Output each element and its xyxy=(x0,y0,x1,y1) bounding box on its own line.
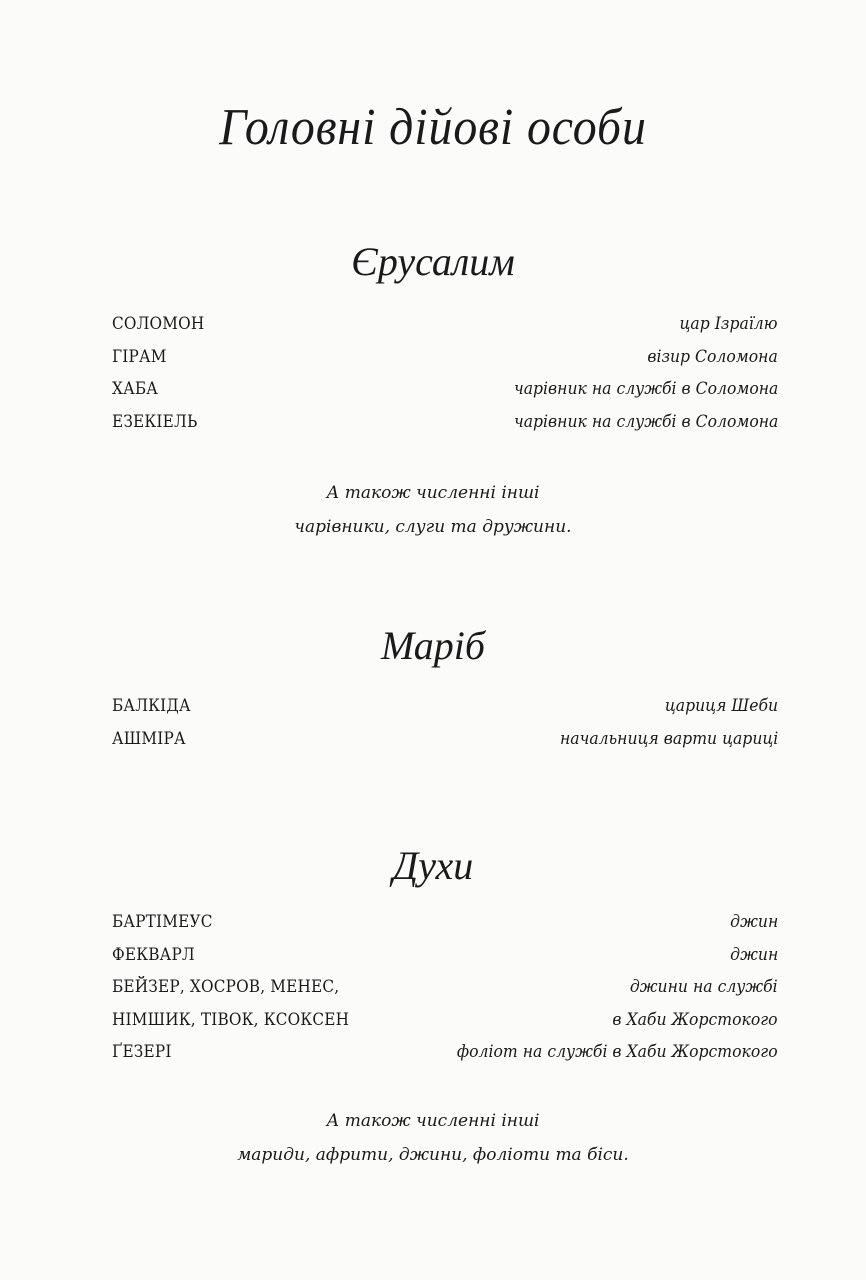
character-row xyxy=(112,945,778,978)
character-role: візир Соломона xyxy=(647,346,778,367)
character-row xyxy=(112,977,778,1010)
jerusalem-note xyxy=(0,476,866,544)
section-heading-spirits: Духи xyxy=(392,843,474,888)
jerusalem-character-list xyxy=(112,314,778,444)
character-row xyxy=(112,1010,778,1043)
character-name: ҐЕЗЕРІ xyxy=(112,1042,172,1062)
character-name: АШМІРА xyxy=(112,728,186,749)
character-role: джин xyxy=(729,912,778,932)
character-role: фоліот на службі в Хаби Жорстокого xyxy=(457,1042,778,1062)
character-name: БЕЙЗЕР, ХОСРОВ, МЕНЕС, xyxy=(112,977,340,997)
character-role: джин xyxy=(729,944,778,965)
character-row xyxy=(112,1042,778,1075)
character-row xyxy=(112,912,778,945)
character-name: ГІРАМ xyxy=(112,346,167,367)
character-name: ФЕКВАРЛ xyxy=(112,944,195,965)
character-role: чарівник на службі в Соломона xyxy=(513,379,778,399)
character-role: джини на службі xyxy=(630,977,778,997)
character-role: в Хаби Жорстокого xyxy=(612,1009,778,1030)
character-name: БАЛКІДА xyxy=(112,696,191,716)
spirits-note xyxy=(0,1104,866,1172)
note-line: чарівники, слуги та дружини. xyxy=(294,517,572,537)
marib-character-list xyxy=(112,696,778,761)
character-name: НІМШИК, ТІВОК, КСОКСЕН xyxy=(112,1009,350,1030)
character-role: цариця Шеби xyxy=(664,696,778,716)
character-name: ХАБА xyxy=(112,379,159,399)
character-row xyxy=(112,347,778,380)
character-row xyxy=(112,729,778,762)
character-role: начальниця варти цариці xyxy=(559,728,778,749)
note-line: А також численні інші xyxy=(326,483,540,503)
character-row xyxy=(112,314,778,347)
section-heading-jerusalem: Єрусалим xyxy=(351,239,515,284)
note-line: мариди, африти, джини, фоліоти та біси. xyxy=(237,1145,629,1165)
character-role: чарівник на службі в Соломона xyxy=(513,411,778,432)
character-name: СОЛОМОН xyxy=(112,314,205,334)
section-heading-marib: Маріб xyxy=(381,623,485,668)
spirits-character-list xyxy=(112,912,778,1075)
page-title: Головні дійові особи xyxy=(219,99,647,156)
character-row xyxy=(112,696,778,729)
character-role: цар Ізраїлю xyxy=(680,314,778,334)
character-name: БАРТІМЕУС xyxy=(112,912,213,932)
note-line: А також численні інші xyxy=(326,1111,540,1131)
character-row xyxy=(112,379,778,412)
character-row xyxy=(112,412,778,445)
character-name: ЕЗЕКІЕЛЬ xyxy=(112,411,198,432)
